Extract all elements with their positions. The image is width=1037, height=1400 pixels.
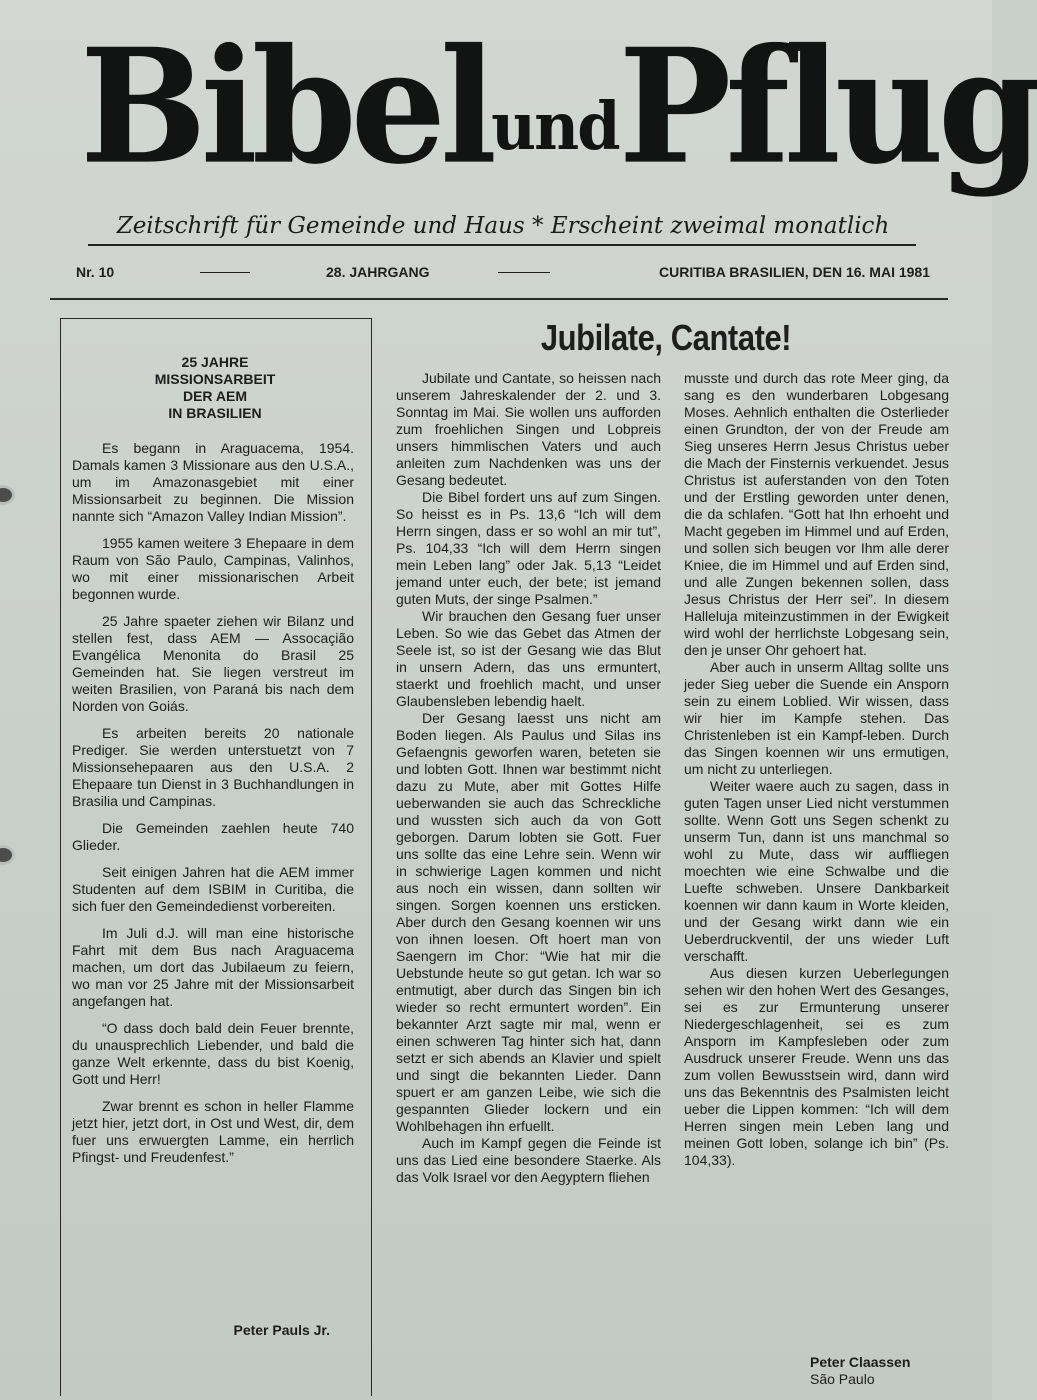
sidebar-paragraph: “O dass doch bald dein Feuer brennte, du unausprechlich Liebender, und bald die ganze Welt erkennte, dass du bist Koenig, Gott und Herr! <box>72 1020 354 1087</box>
info-dash <box>200 272 250 273</box>
masthead-word-3: Pflug <box>618 14 1037 200</box>
article-paragraph: Aus diesen kurzen Ueberlegungen sehen wir den hohen Wert des Gesanges, sei es zur Ermunterung unserer Niedergeschlagenheit, sei es zum Ansporn im Kampfesleben oder zum Ausdruck unserer Freude. Wenn uns das zum vollen Bewusstsein wird, dann wird uns das Bekenntnis des Psalmisten leicht ueber die Lippen kommen: “Ich will dem Herren singen mein Leben lang und meinen Gott loben, solange ich bin” (Ps. 104,33). <box>684 965 949 1168</box>
article-paragraph: musste und durch das rote Meer ging, da sang es den wunderbaren Lobgesang Moses. Aehnlich enthalten die Osterlieder einen Grundton, der von der Freude am Sieg unseres Herrn Jesus Christus ueber die Mach der Finsternis verkuendet. Jesus Christus ist auferstanden von den Toten und der Erstling geworden unter denen, die da schlafen. “Gott hat Ihn erhoeht und Macht gegeben im Himmel und auf Erden, und sollen sich beugen vor Ihm alle derer Kniee, die im Himmel und auf Erden sind, und alle Zungen bekennen sollen, dass Jesus Christus der Herr sei”. In diesem Halleluja miteinzustimmen in der Ewigkeit wird wohl der herrlichste Lobgesang sein, den je unser Ohr gehoert hat. <box>684 370 949 658</box>
sidebar-paragraph: Zwar brennt es schon in heller Flamme jetzt hier, jetzt dort, in Ost und West, dir, dem fuer uns erwuergten Lamme, ein herrlich Pfingst- und Freudenfest.” <box>72 1098 354 1165</box>
punch-hole <box>0 488 12 502</box>
punch-hole <box>0 848 12 862</box>
article-paragraph: Die Bibel fordert uns auf zum Singen. So heisst es in Ps. 13,6 “Ich will dem Herrn singen, dass er so wohl an mir tut”, Ps. 104,33 “Ich will dem Herrn singen mein Leben lang” oder Jak. 5,13 “Leidet jemand unter euch, der bete; ist jemand guten Muts, der singe Psalmen.” <box>396 489 661 607</box>
article-paragraph: Jubilate und Cantate, so heissen nach unserem Jahreskalender der 2. und 3. Sonntag im Mai. Sie wollen uns aufforden zum froehlichen Singen und Lobpreis unsers himmlischen Vaters und auch anleiten zum Nachdenken was uns der Gesang bedeutet. <box>396 370 661 488</box>
place-date: CURITIBA BRASILIEN, DEN 16. MAI 1981 <box>659 264 930 280</box>
issue-number: Nr. 10 <box>76 264 115 280</box>
sidebar-title <box>90 354 340 422</box>
article-paragraph: Auch im Kampf gegen die Feinde ist uns das Lied eine besondere Staerke. Als das Volk Israel vor den Aegyptern fliehen <box>396 1135 661 1185</box>
article-paragraph: Der Gesang laesst uns nicht am Boden liegen. Als Paulus und Silas ins Gefaengnis geworfen waren, beteten sie und lobten Gott. Ihnen war bestimmt nicht dazu zu Mute, aber mit Gottes Hilfe ueberwanden sie auch das Schreckliche und wussten sich auch da von Gott geborgen. Darum lobten sie Gott. Fuer uns sollte das eine Lehre sein. Wenn wir in schwierige Lagen kommen und nicht aus noch ein wissen, dann sollten wir singen. Sorgen koennen uns ersticken. Aber durch den Gesang koennen wir uns von ihnen loesen. Oft hoert man von Saengern im Chor: “Wie hat mir die Uebstunde heute so gut getan. Ich war so entmutigt, aber durch das Singen bin ich wieder so recht ermuntert worden”. Ein bekannter Arzt sagte mir mal, wenn er einen schweren Tag hinter sich hat, dann setzt er sich abends an Klavier und spielt und singt die bekannten Lieder. Dann spuert er am ganzen Leibe, wie sich die gespannten Glieder lockern und ein Wohlbehagen ihn erfuellt. <box>396 710 661 1134</box>
article-paragraph: Aber auch in unserm Alltag sollte uns jeder Sieg ueber die Suende ein Ansporn sein zu einem Loblied. Wir wissen, dass wir hier im Kampfe stehen. Das Christenleben ist ein Kampf-leben. Durch das Singen koennen wir uns ermutigen, um nicht zu unterliegen. <box>684 659 949 777</box>
masthead-subtitle: Zeitschrift für Gemeinde und Haus * Erscheint zweimal monatlich <box>116 213 890 239</box>
volume-year: 28. JAHRGANG <box>326 264 430 280</box>
author-name: Peter Claassen <box>810 1354 911 1370</box>
sidebar-paragraph: Es arbeiten bereits 20 nationale Prediger. Sie werden unterstuetzt von 7 Missionsehepaaren aus den U.S.A. 2 Ehepaare tun Dienst in 3 Buchhandlungen in Brasilia und Campinas. <box>72 725 354 809</box>
masthead-word-2: und <box>491 88 619 165</box>
sidebar-body <box>72 440 354 1176</box>
article-column-1 <box>396 370 661 1186</box>
article-paragraph: Weiter waere auch zu sagen, dass in guten Tagen unser Lied nicht verstummen sollte. Wenn Gott uns Segen schenkt zu unserm Tun, dann ist uns manchmal so wohl zu Mute, dass wir auffliegen moechten wie eine Schwalbe und die Luefte schweben. Unsere Dankbarkeit koennen wir dann kaum in Worte kleiden, und der Gesang wirkt dann wie ein Ueberdruckventil, der uns wieder Luft verschafft. <box>684 778 949 964</box>
author-place: São Paulo <box>810 1371 875 1387</box>
article-paragraph: Wir brauchen den Gesang fuer unser Leben. So wie das Gebet das Atmen der Seele ist, so ist der Gesang wie das Blut in unsern Adern, das uns ermuntert, staerkt und froehlich macht, und unser Glaubensleben lebendig haelt. <box>396 608 661 709</box>
masthead-title <box>80 14 1037 200</box>
sidebar-signature: Peter Pauls Jr. <box>233 1322 330 1338</box>
article-column-2 <box>684 370 949 1169</box>
masthead-word-1: Bibel <box>80 14 492 200</box>
sidebar-paragraph: Es begann in Araguacema, 1954. Damals kamen 3 Missionare aus den U.S.A., um im Amazonasgebiet mit einer Missionsarbeit zu beginnen. Die Mission nannte sich “Amazon Valley Indian Mission”. <box>72 440 354 524</box>
sidebar-paragraph: Die Gemeinden zaehlen heute 740 Glieder. <box>72 820 354 853</box>
sidebar-paragraph: 1955 kamen weitere 3 Ehepaare in dem Raum von São Paulo, Campinas, Valinhos, wo mit einer missionarischen Arbeit begonnen wurde. <box>72 535 354 602</box>
sidebar-title-line: MISSIONSARBEIT <box>154 371 276 387</box>
subtitle-rule <box>88 244 916 246</box>
sidebar-paragraph: Im Juli d.J. will man eine historische Fahrt mit dem Bus nach Araguacema machen, um dort das Jubilaeum zu feiern, wo man vor 25 Jahre mit der Missionsarbeit angefangen hat. <box>72 925 354 1009</box>
sidebar-title-line: 25 JAHRE <box>181 354 249 370</box>
sidebar-paragraph: 25 Jahre spaeter ziehen wir Bilanz und stellen fest, dass AEM — Assocaçião Evangélica Menonita do Brasil 25 Gemeinden hat. Sie liegen verstreut im weiten Brasilien, von Paraná bis nach dem Norden von Goiás. <box>72 613 354 714</box>
article-headline: Jubilate, Cantate! <box>540 317 792 358</box>
sidebar-title-line: DER AEM <box>182 388 248 404</box>
info-dash <box>498 272 550 273</box>
sidebar-paragraph: Seit einigen Jahren hat die AEM immer Studenten auf dem ISBIM in Curitiba, die sich fuer den Gemeindedienst vorbereiten. <box>72 864 354 914</box>
article-signature <box>810 1354 960 1388</box>
header-rule <box>50 298 948 300</box>
sidebar-title-line: IN BRASILIEN <box>168 405 262 421</box>
issue-info-bar <box>76 262 930 282</box>
